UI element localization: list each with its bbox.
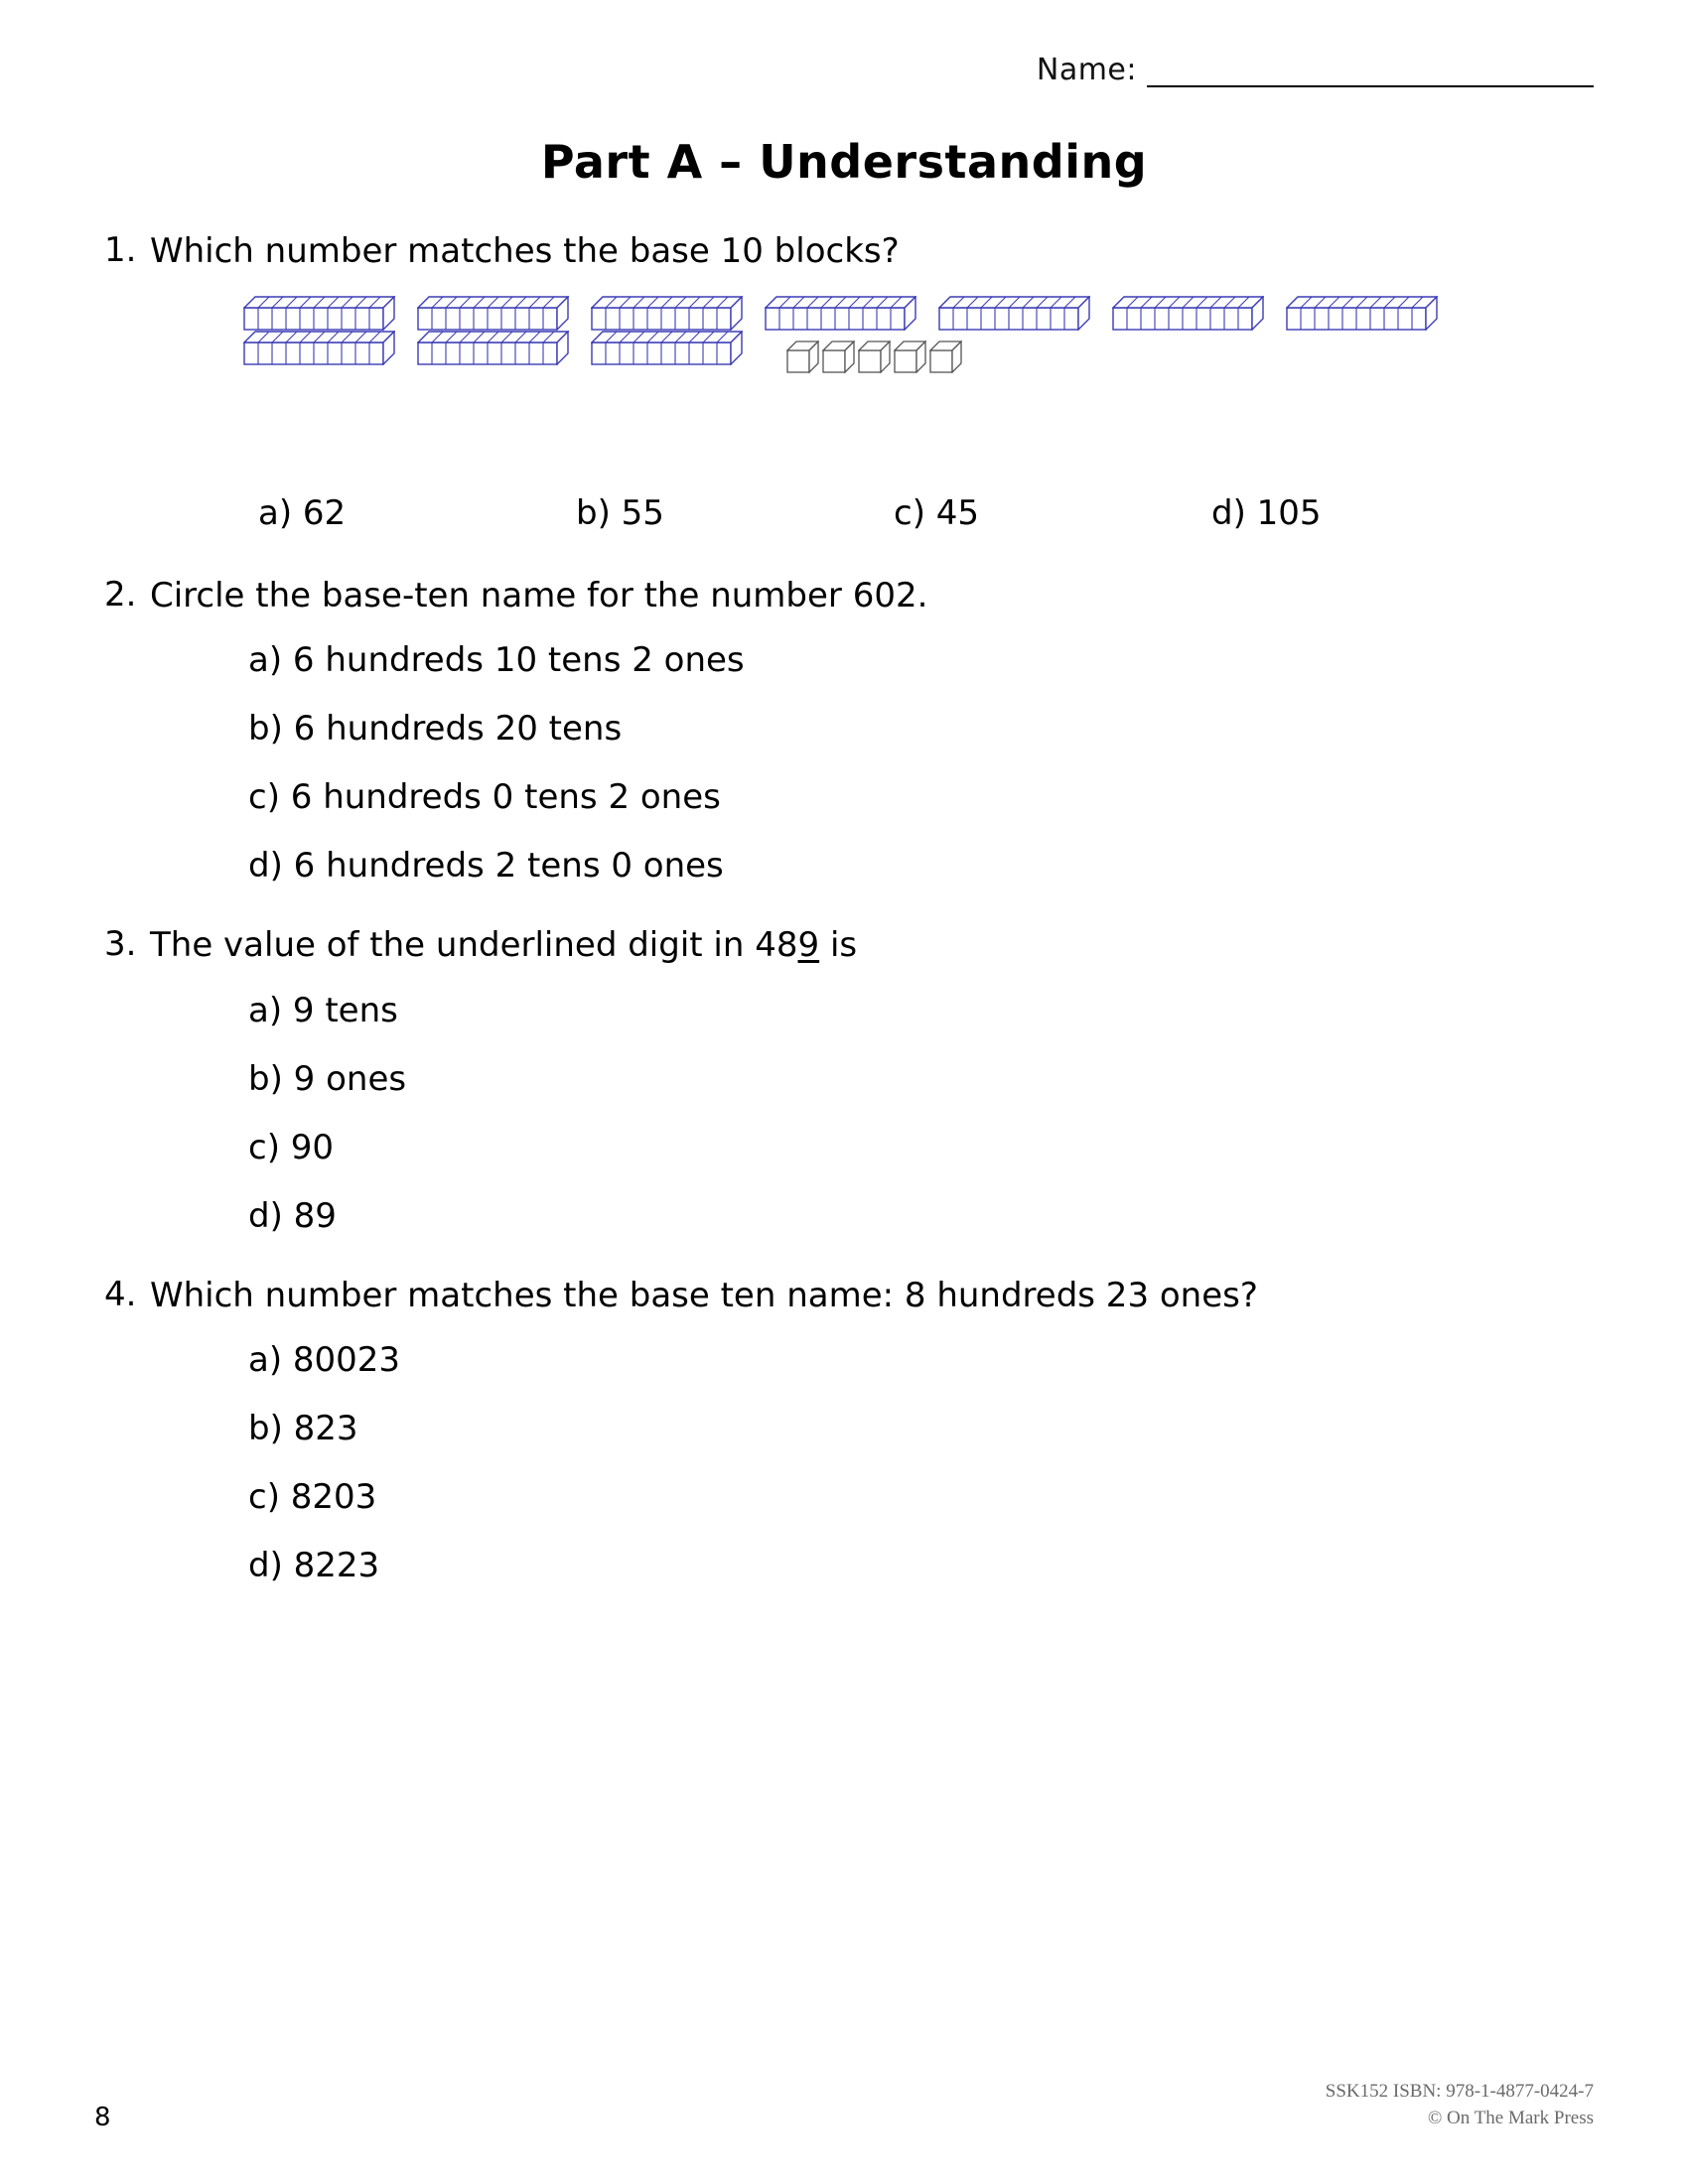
question-2-choice-b[interactable]: b) 6 hundreds 20 tens: [248, 709, 623, 750]
question-4-choice-c[interactable]: c) 8203: [248, 1477, 377, 1518]
question-3-text-after: is: [819, 925, 858, 966]
name-input-blank[interactable]: [1147, 52, 1594, 87]
base-ten-units-group: [786, 331, 965, 373]
question-2-choice-d[interactable]: d) 6 hundreds 2 tens 0 ones: [248, 846, 724, 887]
question-2-text: Circle the base-ten name for the number 602.: [150, 575, 928, 615]
base-ten-rod: [938, 296, 1090, 331]
question-2-choice-c[interactable]: c) 6 hundreds 0 tens 2 ones: [248, 777, 721, 818]
question-1-choice-b[interactable]: b) 55: [576, 492, 664, 533]
base-ten-rod: [243, 296, 395, 331]
page-title: Part A – Understanding: [540, 135, 1148, 189]
base-ten-unit-cube: [786, 341, 819, 373]
base-ten-rod: [243, 331, 395, 365]
question-4-choice-a[interactable]: a) 80023: [248, 1340, 401, 1381]
base-ten-rods-row-2: [243, 331, 1594, 373]
question-1-choice-a[interactable]: a) 62: [258, 492, 347, 533]
question-3-underlined-digit: 9: [797, 925, 820, 966]
name-row: [94, 0, 1594, 87]
question-3: [94, 924, 1594, 968]
page-number: 8: [94, 2103, 111, 2132]
question-3-choice-a[interactable]: a) 9 tens: [248, 990, 398, 1030]
copyright-block: [1326, 2078, 1594, 2132]
question-1: [94, 230, 1594, 274]
base-ten-rod: [1286, 296, 1438, 331]
question-1-choice-c[interactable]: c) 45: [894, 492, 980, 533]
base-ten-rods-row-1: [243, 296, 1594, 331]
question-2: [94, 575, 1594, 618]
isbn-line: SSK152 ISBN: 978-1-4877-0424-7: [1325, 2080, 1594, 2102]
name-label: Name:: [1036, 53, 1137, 87]
question-1-choice-d[interactable]: d) 105: [1211, 492, 1322, 533]
question-1-text: Which number matches the base 10 blocks?: [150, 231, 900, 271]
base-ten-rod: [591, 331, 743, 365]
page-footer: [0, 2078, 1688, 2132]
base-ten-rod: [1112, 296, 1264, 331]
base-ten-unit-cube: [858, 341, 891, 373]
question-3-choice-b[interactable]: b) 9 ones: [248, 1058, 407, 1099]
question-4-choices: [248, 1340, 1594, 1586]
base-ten-rod: [417, 296, 569, 331]
question-4: [94, 1275, 1594, 1318]
question-3-number: 3.: [104, 924, 137, 965]
base-ten-blocks-illustration: [243, 296, 1594, 470]
question-3-choice-d[interactable]: d) 89: [248, 1195, 337, 1236]
question-2-number: 2.: [104, 574, 137, 614]
question-1-choices: [258, 493, 1594, 533]
question-1-number: 1.: [104, 230, 137, 270]
question-2-choices: [248, 640, 1594, 887]
question-4-choice-b[interactable]: b) 823: [248, 1409, 358, 1449]
base-ten-rod: [417, 331, 569, 365]
base-ten-rod: [591, 296, 743, 331]
question-3-text: [150, 924, 857, 968]
base-ten-unit-cube: [929, 341, 962, 373]
question-4-number: 4.: [104, 1274, 137, 1314]
question-4-text: Which number matches the base ten name: 8 hundreds 23 ones?: [150, 1275, 1258, 1315]
question-2-choice-a[interactable]: a) 6 hundreds 10 tens 2 ones: [248, 640, 745, 681]
question-3-choices: [248, 990, 1594, 1236]
base-ten-unit-cube: [822, 341, 855, 373]
question-4-choice-d[interactable]: d) 8223: [248, 1546, 380, 1586]
base-ten-rod: [765, 296, 916, 331]
question-3-text-before: The value of the underlined digit in 48: [150, 925, 798, 966]
copyright-line: © On The Mark Press: [1427, 2108, 1594, 2129]
base-ten-unit-cube: [894, 341, 926, 373]
question-3-choice-c[interactable]: c) 90: [248, 1127, 335, 1167]
